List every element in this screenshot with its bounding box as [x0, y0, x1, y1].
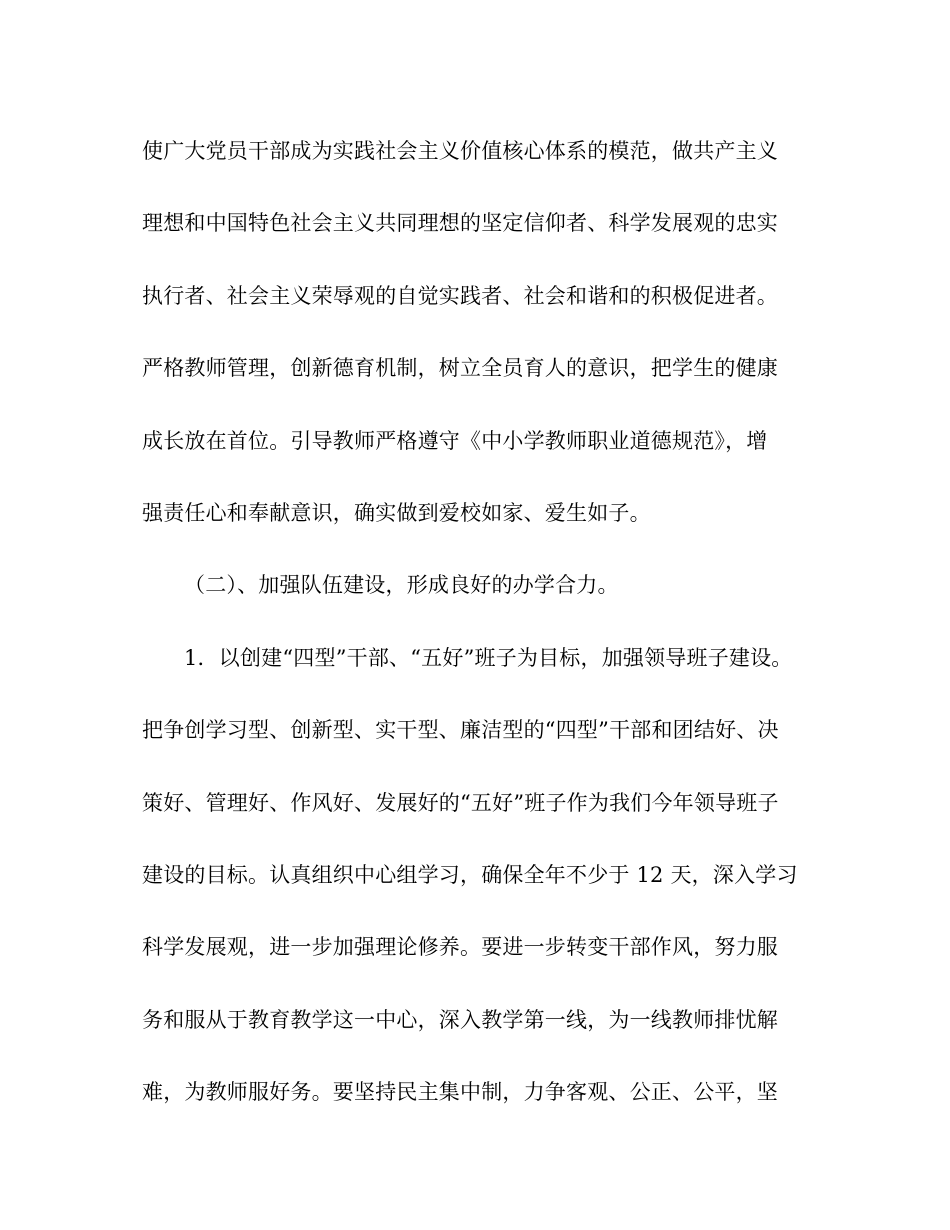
text-line: 难，为教师服好务。要坚持民主集中制，力争客观、公正、公平，坚: [142, 1080, 778, 1105]
text-line: 科学发展观，进一步加强理论修养。要进一步转变干部作风，努力服: [142, 935, 778, 960]
text-line: 策好、管理好、作风好、发展好的“五好”班子作为我们今年领导班子: [142, 790, 779, 815]
text-line: 严格教师管理，创新德育机制，树立全员育人的意识，把学生的健康: [142, 356, 778, 381]
text-line: 理想和中国特色社会主义共同理想的坚定信仰者、科学发展观的忠实: [142, 211, 778, 236]
text-line: 建设的目标。认真组织中心组学习，确保全年不少于 12 天，深入学习: [142, 862, 798, 887]
text-line: 成长放在首位。引导教师严格遵守《中小学教师职业道德规范》，增: [142, 428, 768, 453]
numbered-item-heading: 1．以创建“四型”干部、“五好”班子为目标，加强领导班子建设。: [184, 645, 793, 670]
section-heading: （二）、加强队伍建设，形成良好的办学合力。: [184, 573, 619, 598]
text-line: 强责任心和奉献意识，确实做到爱校如家、爱生如子。: [142, 500, 651, 525]
document-body: [142, 122, 822, 1135]
text-line: 执行者、社会主义荣辱观的自觉实践者、社会和谐和的积极促进者。: [142, 283, 778, 308]
text-line: 把争创学习型、创新型、实干型、廉洁型的“四型”干部和团结好、决: [142, 718, 779, 743]
text-line: 使广大党员干部成为实践社会主义价值核心体系的模范，做共产主义: [142, 139, 778, 163]
text-line: 务和服从于教育教学这一中心，深入教学第一线，为一线教师排忧解: [142, 1007, 778, 1032]
